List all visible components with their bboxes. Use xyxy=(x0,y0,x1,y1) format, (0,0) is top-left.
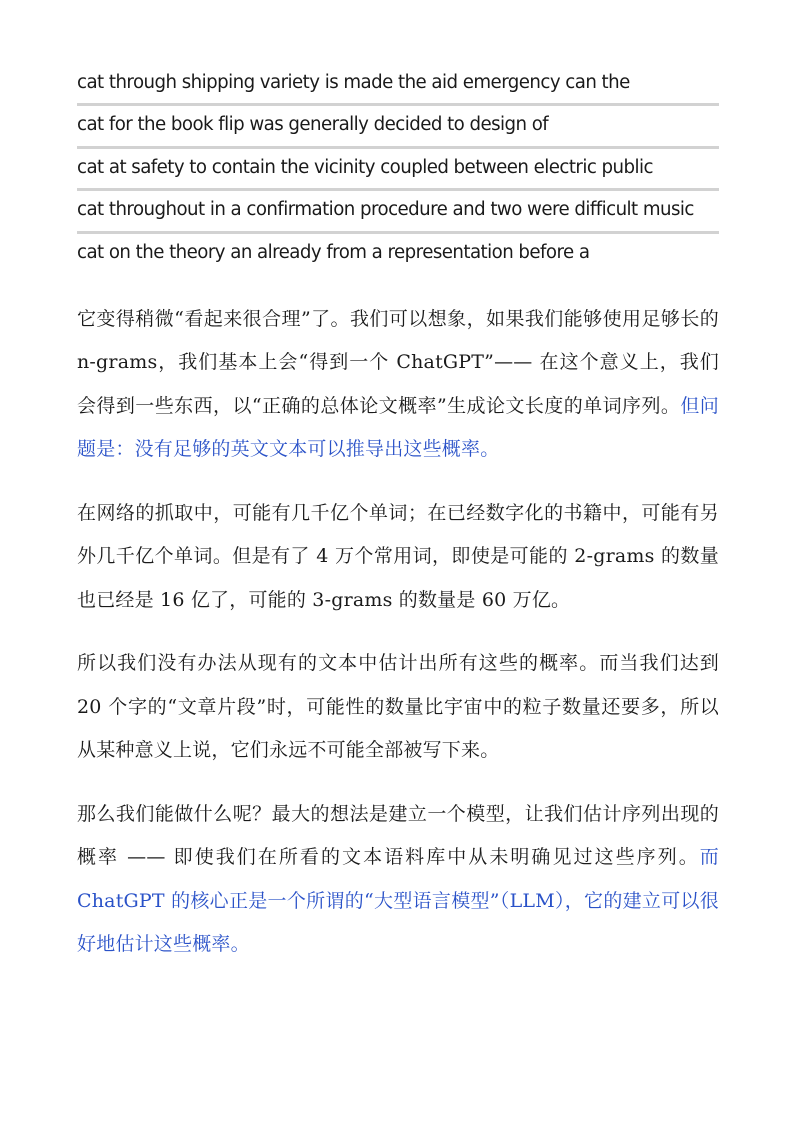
paragraph-highlight: 但问题是：没有足够的英文文本可以推导出这些概率。 xyxy=(77,394,719,461)
sample-output-line: cat for the book flip was generally decided to design of xyxy=(77,106,719,148)
sample-output-line: cat on the theory an already from a representation before a xyxy=(77,241,590,263)
sample-output-line: cat through shipping variety is made the aid emergency can the xyxy=(77,64,719,106)
sample-output-line: cat at safety to contain the vicinity coupled between electric public xyxy=(77,149,719,191)
paragraph-estimation xyxy=(77,642,719,773)
paragraph-text: 它变得稍微“看起来很合理”了。我们可以想象，如果我们能够使用足够长的 n-grams，我们基本上会“得到一个 ChatGPT”—— 在这个意义上，我们会得到一些东西，以“正确的总体论文概率”生成论文长度的单词序列。 xyxy=(77,307,719,417)
paragraph-text: 那么我们能做什么呢？最大的想法是建立一个模型，让我们估计序列出现的概率 —— 即使我们在所看的文本语料库中从未明确见过这些序列。 xyxy=(77,802,719,869)
page-content xyxy=(77,64,719,967)
sample-output-list xyxy=(77,64,719,276)
paragraph-word-counts xyxy=(77,492,719,623)
paragraph-text: 所以我们没有办法从现有的文本中估计出所有这些的概率。而当我们达到 20 个字的“文章片段”时，可能性的数量比宇宙中的粒子数量还要多，所以从某种意义上说，它们永远不可能全部被写下来。 xyxy=(77,652,719,762)
paragraph-ngrams xyxy=(77,298,719,472)
paragraph-text: 在网络的抓取中，可能有几千亿个单词；在已经数字化的书籍中，可能有另外几千亿个单词。但是有了 4 万个常用词，即使是可能的 2-grams 的数量也已经是 16 亿了，可能的 3-grams 的数量是 60 万亿。 xyxy=(77,501,719,611)
paragraph-highlight: 而 ChatGPT 的核心正是一个所谓的“大型语言模型”（LLM），它的建立可以很好地估计这些概率。 xyxy=(77,846,719,956)
sample-output-line: cat throughout in a confirmation procedure and two were difficult music xyxy=(77,191,719,233)
paragraph-model xyxy=(77,793,719,967)
